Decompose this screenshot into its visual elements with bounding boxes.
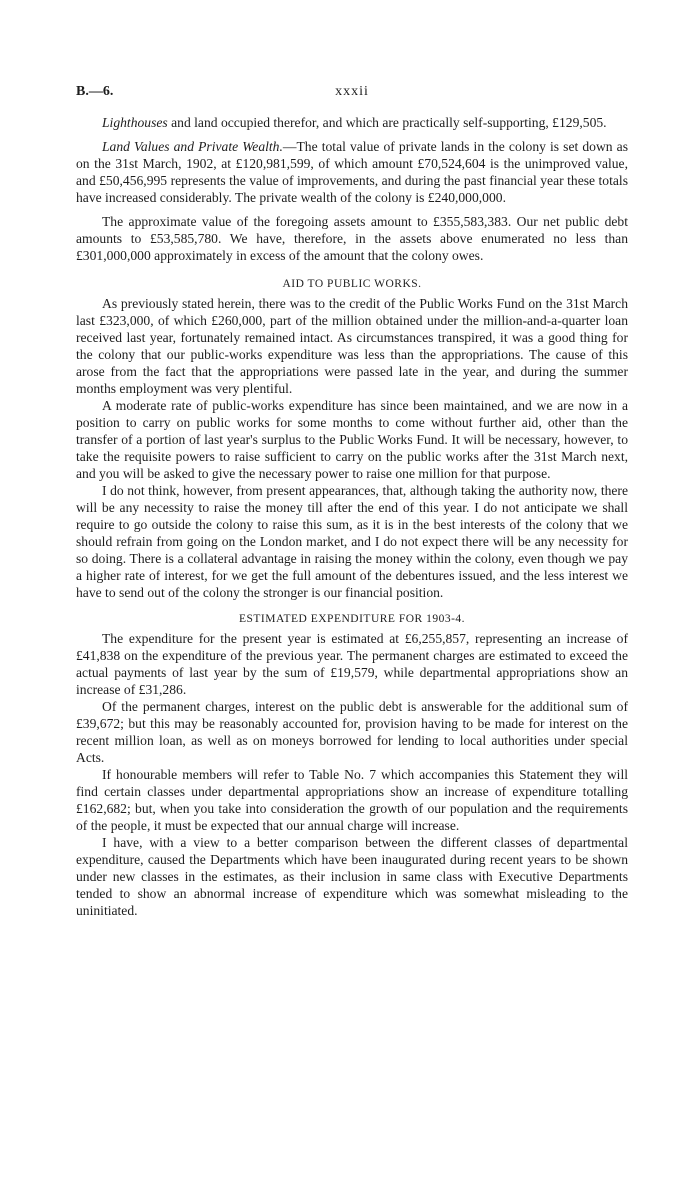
section-heading-expenditure: ESTIMATED EXPENDITURE FOR 1903-4. [238,613,466,625]
land-values-paragraph [76,138,628,206]
page-header [76,84,628,106]
lighthouses-lead: Lighthouses [102,115,168,130]
land-values-text: —The total value of private lands in the colony is set down as on the 31st March, 1902, at £120,981,599, of which amount £70,524,604 is the unimproved value, and £50,456,995 represents the value of improvements, and during the past financial year these totals have increased considerably. The private wealth of the colony is £240,000,000. [76,139,629,205]
page-number: xxxii [335,84,369,99]
public-works-paragraph: As previously stated herein, there was to the credit of the Public Works Fund on the 31st March last £323,000, of which £260,000, part of the million obtained under the million-and-a-quarter loan received last year, fortunately remained intact. As circumstances transpired, it was a good thing for the colony that our public-works expenditure was less than the appropriations. The cause of this arose from the fact that the appropriations were passed late in the year, and during the summer months employment was very plentiful. [76,296,628,396]
public-works-paragraph: A moderate rate of public-works expenditure has since been maintained, and we are now in a position to carry on public works for some months to come without further aid, other than the transfer of a portion of last year's surplus to the Public Works Fund. It will be necessary, however, to take the requisite powers to raise sufficient to carry on the public works after the 31st March next, and you will be asked to give the necessary power to raise one million for that purpose. [76,398,628,481]
lighthouses-paragraph [76,114,628,131]
document-reference: B.—6. [76,84,114,99]
expenditure-paragraph: I have, with a view to a better comparison between the different classes of departmental expenditure, caused the Departments which have been inaugurated during recent years to be shown under new classes in the estimates, as their inclusion in same class with Executive Departments tended to show an abnormal increase of expenditure which was somewhat misleading to the uninitiated. [76,835,628,918]
lighthouses-text: and land occupied therefor, and which are practically self-supporting, £129,505. [167,115,607,130]
land-values-lead: Land Values and Private Wealth. [102,139,283,154]
public-works-paragraph: I do not think, however, from present appearances, that, although taking the authority now, there will be any necessity to raise the money till after the end of this year. I do not anticipate we shall require to go outside the colony to raise this sum, as it is in the best interests of the colony that we should refrain from going on the London market, and I do not expect there will be any necessity for so doing. There is a collateral advantage in raising the money within the colony, even though we pay a higher rate of interest, for we get the full amount of the debentures issued, and the less interest we have to send out of the colony the stronger is our financial position. [76,483,628,600]
section-heading-public-works: AID TO PUBLIC WORKS. [282,278,422,290]
expenditure-paragraph: The expenditure for the present year is estimated at £6,255,857, representing an increase of £41,838 on the expenditure of the previous year. The permanent charges are estimated to exceed the actual payments of last year by the sum of £19,579, while departmental appropriations show an increase of £31,286. [76,631,628,697]
assets-paragraph: The approximate value of the foregoing assets amount to £355,583,383. Our net public debt amounts to £53,585,780. We have, therefore, in the assets above enumerated no less than £301,000,000 approximately in excess of the amount that the colony owes. [76,214,628,263]
expenditure-paragraph: Of the permanent charges, interest on the public debt is answerable for the additional sum of £39,672; but this may be reasonably accounted for, provision having to be made for interest on the recent million loan, as well as on moneys borrowed for lending to local authorities under special Acts. [76,699,628,765]
expenditure-paragraph: If honourable members will refer to Table No. 7 which accompanies this Statement they will find certain classes under departmental appropriations show an increase of expenditure totalling £162,682; but, when you take into consideration the growth of our population and the requirements of the people, it must be expected that our annual charge will increase. [76,767,628,833]
